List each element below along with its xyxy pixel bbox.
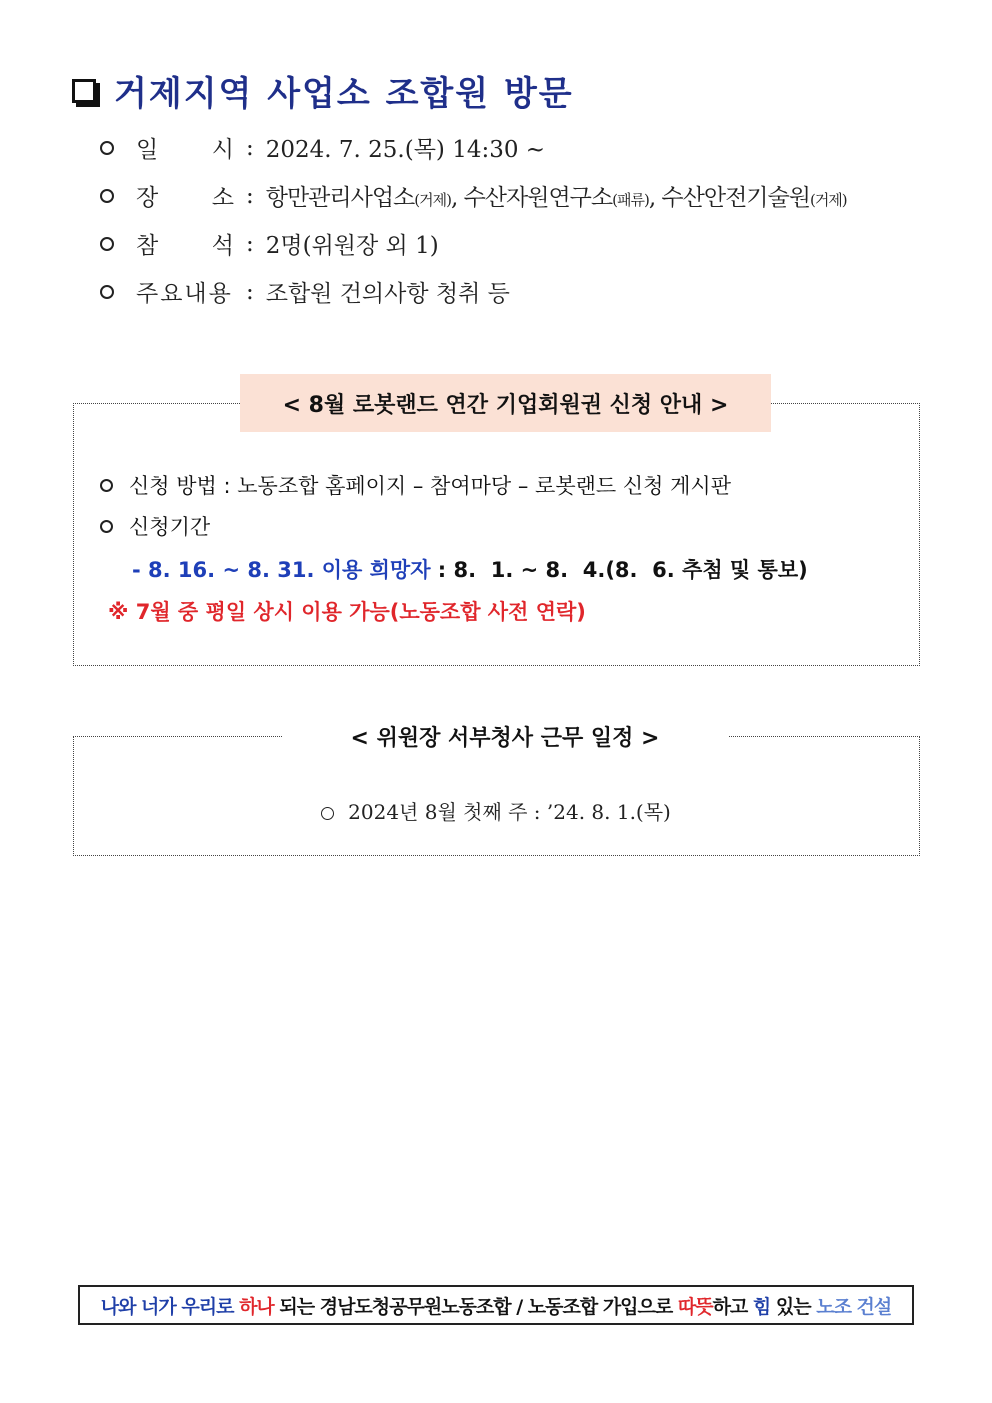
circle-bullet-icon <box>100 141 114 155</box>
info-label: 참 석 <box>136 233 236 259</box>
circle-bullet-icon <box>100 285 114 299</box>
robotland-period: 신청기간 <box>100 511 210 541</box>
circle-bullet-icon <box>100 237 114 251</box>
robotland-title: < 8월 로봇랜드 연간 기업회원권 신청 안내 > <box>240 374 771 432</box>
circle-bullet-icon <box>321 807 334 820</box>
info-label: 주요내용 <box>136 281 233 307</box>
circle-bullet-icon <box>100 189 114 203</box>
robotland-method: 신청 방법 : 노동조합 홈페이지 – 참여마당 – 로봇랜드 신청 게시판 <box>100 470 731 500</box>
schedule-line: 2024년 8월 첫째 주 : ’24. 8. 1.(목) <box>0 796 992 825</box>
info-value: 2명(위원장 외 1) <box>265 233 439 259</box>
info-row-attendees: 참 석 : 2명(위원장 외 1) <box>100 227 439 260</box>
info-label: 일 시 <box>136 137 236 163</box>
info-label: 장 소 <box>136 185 236 211</box>
info-row-content: 주요내용 : 조합원 건의사항 청취 등 <box>100 275 510 308</box>
circle-bullet-icon <box>100 520 113 533</box>
robotland-note: ※ 7월 중 평일 상시 이용 가능(노동조합 사전 연락) <box>108 600 586 624</box>
info-value: 2024. 7. 25.(목) 14:30 ~ <box>265 137 546 163</box>
schedule-title: < 위원장 서부청사 근무 일정 > <box>282 715 728 757</box>
section-heading <box>72 66 574 115</box>
info-value: 조합원 건의사항 청취 등 <box>265 281 510 307</box>
circle-bullet-icon <box>100 479 113 492</box>
info-row-datetime: 일 시 : 2024. 7. 25.(목) 14:30 ~ <box>100 131 545 164</box>
footer-slogan: 나와 너가 우리로 하나 되는 경남도청공무원노동조합 / 노동조합 가입으로 따뜻 하고 힘 있는 노조 건설 <box>78 1285 914 1325</box>
section-title: 거제지역 사업소 조합원 방문 <box>114 74 574 114</box>
info-row-place: 장 소 : 항만관리사업소(거제), 수산자원연구소(패류), 수산안전기술원(거제) <box>100 179 847 212</box>
square-bullet-icon <box>72 79 96 103</box>
robotland-period-detail: - 8. 16. ~ 8. 31. 이용 희망자 : 8. 1. ~ 8. 4.(8. 6. 추첨 및 통보) <box>132 558 808 582</box>
info-value: 항만관리사업소(거제), 수산자원연구소(패류), 수산안전기술원(거제) <box>265 185 847 211</box>
